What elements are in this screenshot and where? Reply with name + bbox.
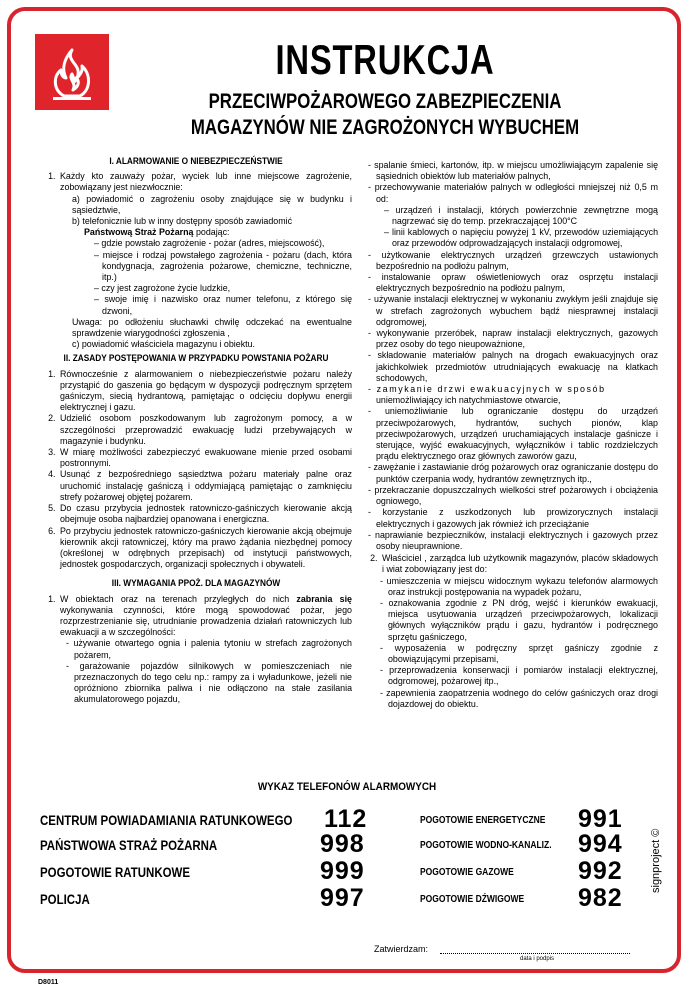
section1-d1: – gdzie powstało zagrożenie - pożar (adres, miejscowość), bbox=[60, 238, 352, 249]
section1-b: b) telefonicznie lub w inny dostępny sposób zawiadomić bbox=[72, 216, 293, 227]
section1-d2: – miejsce i rodzaj powstałego zagrożenia - pożaru (dach, która kondygnacja, zagrożenia pożarowe, chemiczne, techniczne, itp.) bbox=[60, 250, 352, 284]
phone-number: 997 bbox=[320, 884, 365, 912]
phone-number: 982 bbox=[578, 884, 623, 912]
section1-b-cont: Państwową Straż Pożarną podając: bbox=[84, 227, 230, 238]
phone-number: 999 bbox=[320, 857, 365, 885]
right-r2a: – urządzeń i instalacji, których powierzchnie zewnętrzne mogą nagrzewać się do temp. przekraczającej 100°C bbox=[362, 205, 658, 227]
left-column bbox=[40, 156, 352, 706]
phone-name: POLICJA bbox=[40, 892, 90, 907]
section3-d2: - garażowanie pojazdów silnikowych w pomieszczeniach nie przeznaczonych do tego celu np.: rampy za i wyładunkowe, jeżeli nie opróżniono zbiornika paliwa i nie odłączono na stałe zasilania akumulatorowego pojazdu, bbox=[60, 661, 352, 706]
phone-number: 998 bbox=[320, 830, 365, 858]
signature-line bbox=[440, 953, 630, 954]
phones-title: WYKAZ TELEFONÓW ALARMOWYCH bbox=[257, 781, 437, 793]
right-r13: - naprawianie bezpieczników, instalacji elektrycznych i gazowych przez osoby nieuprawnione. bbox=[362, 530, 658, 552]
right-s5: - zapewnienia zaopatrzenia wodnego do celów gaśniczych oraz drogi dojazdowej do obiektu. bbox=[362, 688, 658, 710]
section3-title: III. WYMAGANIA PPOŻ. DLA MAGAZYNÓW bbox=[111, 578, 281, 589]
right-r7: - składowanie materiałów palnych na drogach ewakuacyjnych oraz jakichkolwiek przedmiotów utrudniających ewakuację na klatkach schodowych, bbox=[362, 350, 658, 384]
right-s4: - przeprowadzenia konserwacji i pomiarów instalacji elektrycznej, odgromowej, pożarowej itp., bbox=[362, 665, 658, 687]
phone-number: 992 bbox=[578, 857, 623, 885]
phone-name: PAŃSTWOWA STRAŻ POŻARNA bbox=[40, 838, 218, 853]
phone-number: 994 bbox=[578, 830, 623, 858]
list-item bbox=[58, 171, 352, 350]
section1-p1: Każdy kto zauważy pożar, wyciek lub inne miejscowe zagrożenie, zobowiązany jest niezwłocznie: bbox=[60, 171, 352, 193]
right-r3: - użytkowanie elektrycznych urządzeń grzewczych ustawionych bezpośrednio na podłożu palnym, bbox=[362, 250, 658, 272]
approval-label: Zatwierdzam: bbox=[374, 944, 429, 954]
right-r12: - korzystanie z uszkodzonych lub prowizorycznych instalacji elektrycznych i gazowych jak również ich przeciążanie bbox=[362, 507, 658, 529]
right-column bbox=[362, 160, 658, 710]
phone-name: CENTRUM POWIADAMIANIA RATUNKOWEGO bbox=[40, 813, 293, 828]
right-r9: - uniemożliwianie lub ograniczanie dostępu do urządzeń przeciwpożarowych, hydrantów, suchych pionów, klap przeciwpożarowych, urządzeń uruchamiających instalacje gaśnicze i sterujące, wyjść ewakuacyjnych, wyłączników i tablic rozdzielczych prądu elektrycznego oraz głównych zaworów gazu, bbox=[362, 406, 658, 462]
phone-name: POGOTOWIE WODNO-KANALIZ. bbox=[420, 840, 552, 851]
right-r2: - przechowywanie materiałów palnych w odległości mniejszej niż 0,5 m od: bbox=[362, 182, 658, 204]
section1-title: I. ALARMOWANIE O NIEBEZPIECZEŃSTWIE bbox=[109, 156, 283, 166]
fire-icon bbox=[35, 34, 109, 110]
list-item: 1. Równocześnie z alarmowaniem o niebezpieczeństwie pożaru należy przystąpić do gaszenia go będącym w dyspozycji podręcznym sprzętem gaśniczym, siecią hydrantową, pamiętając o odcięciu dopływu energii elektrycznej i gazu. bbox=[58, 369, 352, 414]
section2-title: II. ZASADY POSTĘPOWANIA W PRZYPADKU POWSTANIA POŻARU bbox=[63, 353, 329, 364]
section2-list bbox=[40, 369, 352, 571]
phone-number: 991 bbox=[578, 805, 623, 833]
list-item: 1. W obiektach oraz na terenach przyległych do nich zabrania się wykonywania czynności, które mogą spowodować pożar, jego rozprzestrzenianie się, utrudnianie prowadzenia działań ratowniczych lub ewakuacji a w szczególności: - używanie otwartego ognia i palenia tytoniu w strefach zagrożonych pożarem, - garażowanie pojazdów silnikowych w pomieszczeniach nie przeznaczonych do tego celu np.: rampy za i wyładunkowe, jeżeli nie opróżniono zbiornika paliwa i nie odłączono na stałe zasilania akumulatorowego pojazdu, bbox=[58, 594, 352, 706]
phone-name: POGOTOWIE DŹWIGOWE bbox=[420, 894, 525, 905]
right-r8b: uniemożliwiający ich natychmiastowe otwarcie, bbox=[376, 395, 561, 406]
section3-list bbox=[40, 594, 352, 706]
right-r11: - przekraczanie dopuszczalnych wielkości stref pożarowych i obciążenia ogniowego, bbox=[362, 485, 658, 507]
right-list bbox=[362, 553, 658, 575]
section1-list bbox=[40, 171, 352, 350]
section1-a: a) powiadomić o zagrożeniu osoby znajdujące się w budynku i sąsiedztwie, bbox=[72, 193, 352, 215]
right-r10: - zawężanie i zastawianie dróg pożarowych oraz ograniczanie dostępu do punktów czerpania wody, hydrantów zewnętrznych itp., bbox=[362, 462, 658, 484]
list-item: 2. Udzielić osobom poszkodowanym lub zagrożonym pomocy, a w szczególności przeprowadzić ewakuację ludzi przebywających w magazynie i budynku. bbox=[58, 413, 352, 447]
page-subtitle-line2: MAGAZYNÓW NIE ZAGROŻONYCH WYBUCHEM bbox=[190, 116, 580, 139]
phone-name: POGOTOWIE GAZOWE bbox=[420, 867, 514, 878]
phone-name: POGOTOWIE RATUNKOWE bbox=[40, 865, 191, 880]
product-code: D8011 bbox=[38, 979, 59, 986]
right-s3: - wyposażenia w podręczny sprzęt gaśniczy zgodnie z obowiązującymi przepisami, bbox=[362, 643, 658, 665]
signature-hint: data i podpis bbox=[520, 956, 555, 962]
brand-mark: signproject © bbox=[650, 828, 662, 893]
page-title: INSTRUKCJA bbox=[275, 36, 495, 83]
right-r6: - wykonywanie przeróbek, napraw instalacji elektrycznych, gazowych przez osoby do tego nieupoważnione, bbox=[362, 328, 658, 350]
right-r8a: - zamykanie drzwi ewakuacyjnych w sposób bbox=[362, 384, 658, 395]
right-r5: - używanie instalacji elektrycznej w wykonaniu zwykłym jeśli znajduje się w strefach zagrożonych wybuchem bądź niesprawnej instalacji odgromowej, bbox=[362, 294, 658, 328]
section1-c: c) powiadomić właściciela magazynu i obiektu. bbox=[72, 339, 256, 350]
right-r4: - instalowanie opraw oświetleniowych oraz osprzętu instalacji elektrycznych bezpośrednio na podłożu palnym, bbox=[362, 272, 658, 294]
right-s2: - oznakowania zgodnie z PN dróg, wejść i kierunków ewakuacji, miejsca usytuowania urządzeń przeciwpożarowych, lokalizacji głównych wyłączników prądu i gazu, hydrantów i podręcznego sprzętu gaśniczego, bbox=[362, 598, 658, 643]
right-r1: - spalanie śmieci, kartonów, itp. w miejscu umożliwiającym zapalenie się sąsiednich obiektów lub materiałów palnych, bbox=[362, 160, 658, 182]
section1-d3: – czy jest zagrożone życie ludzkie, bbox=[60, 283, 352, 294]
list-item: 5. Do czasu przybycia jednostek ratowniczo-gaśniczych kierowanie akcją obejmuje osoba najbardziej opanowana i energiczna. bbox=[58, 503, 352, 525]
page-subtitle-line1: PRZECIWPOŻAROWEGO ZABEZPIECZENIA bbox=[208, 90, 562, 113]
list-item: 2. Właściciel , zarządca lub użytkownik magazynów, placów składowych i wiat zobowiązany jest do: bbox=[380, 553, 658, 575]
section1-d4: – swoje imię i nazwisko oraz numer telefonu, z którego się dzwoni, bbox=[60, 294, 352, 316]
list-item: 4. Usunąć z bezpośredniego sąsiedztwa pożaru materiały palne oraz uruchomić instalację gaśniczą i oddymiającą pamiętając o zamknięciu strefy pożarowej objętej pożarem. bbox=[58, 469, 352, 503]
list-item: 3. W miarę możliwości zabezpieczyć ewakuowane mienie przed osobami postronnymi. bbox=[58, 447, 352, 469]
phone-name: POGOTOWIE ENERGETYCZNE bbox=[420, 815, 546, 826]
section3-d1: - używanie otwartego ognia i palenia tytoniu w strefach zagrożonych pożarem, bbox=[60, 638, 352, 660]
section1-uwaga: Uwaga: po odłożeniu słuchawki chwilę odczekać na ewentualne sprawdzenie wiarygodności zgłoszenia , bbox=[72, 316, 352, 339]
right-s1: - umieszczenia w miejscu widocznym wykazu telefonów alarmowych oraz instrukcji postępowania na wypadek pożaru, bbox=[362, 576, 658, 598]
right-r2b: – linii kablowych o napięciu powyżej 1 kV, przewodów uziemiających oraz przewodów odprowadzających instalacji odgromowej, bbox=[362, 227, 658, 249]
list-item: 6. Po przybyciu jednostek ratowniczo-gaśniczych kierowanie akcją obejmuje kierownik akcji ratowniczej, który ma prawo żądania niezbędnej pomocy (określonej w odrębnych przepisach) od instytucji państwowych, jednostek gospodarczych, organizacji społecznych i obywateli. bbox=[58, 526, 352, 571]
phone-number: 112 bbox=[324, 805, 368, 833]
